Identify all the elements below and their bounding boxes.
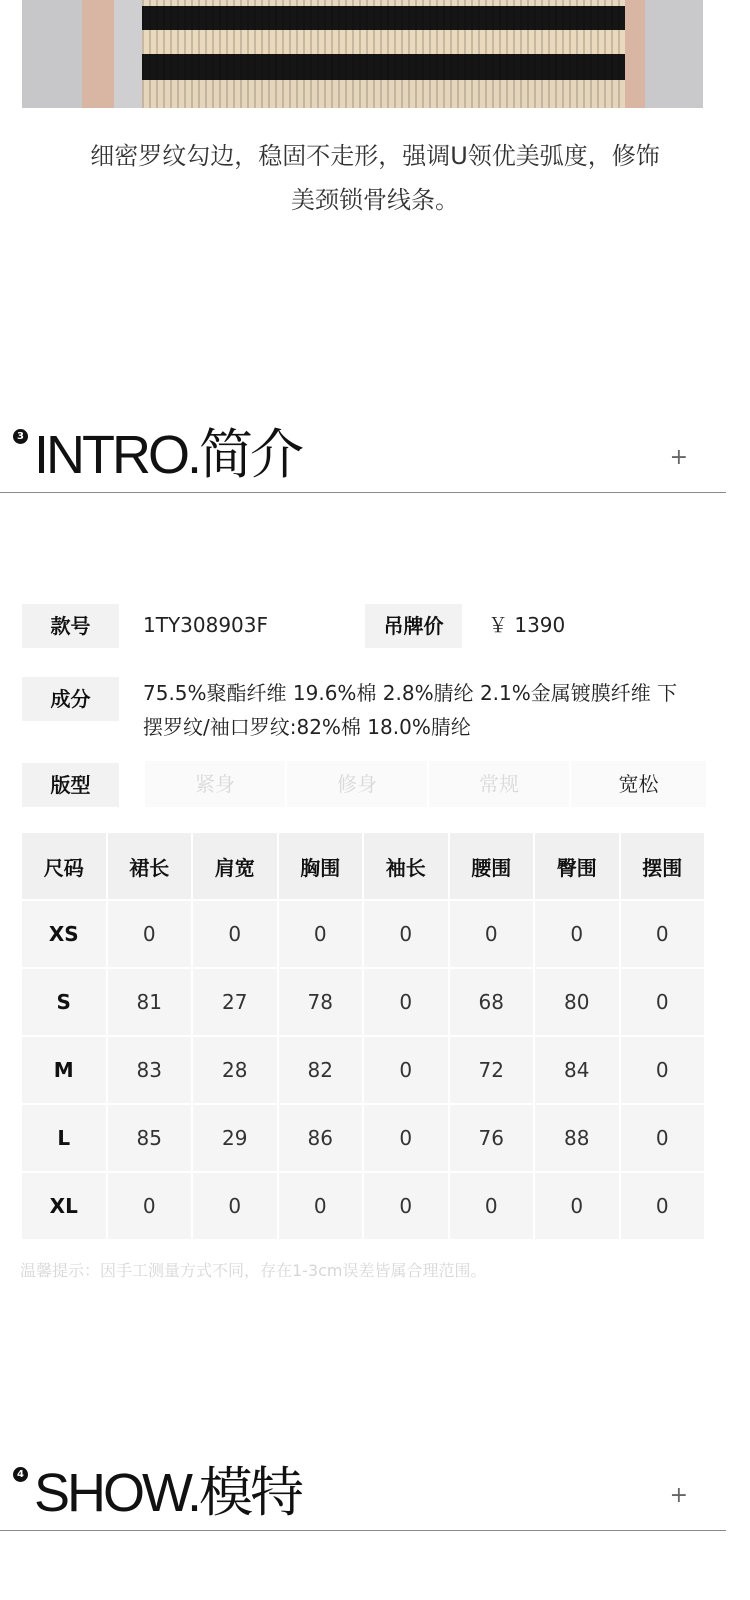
measure-cell: 85 <box>108 1105 194 1173</box>
measure-cell: 68 <box>450 969 536 1037</box>
price-label: 吊牌价 <box>365 604 462 648</box>
size-header-cell: 胸围 <box>279 833 365 901</box>
show-section-header <box>0 1461 726 1531</box>
measure-cell: 0 <box>621 1105 707 1173</box>
show-expand-button[interactable]: + <box>669 1483 688 1508</box>
style-number-value: 1TY308903F <box>143 613 269 637</box>
caption-line-2: 美颈锁骨线条。 <box>291 186 459 214</box>
measure-cell: 0 <box>364 1037 450 1105</box>
measure-cell: 88 <box>535 1105 621 1173</box>
size-cell: M <box>22 1037 108 1105</box>
measurement-tip: 温馨提示：因手工测量方式不同，存在1-3cm误差皆属合理范围。 <box>20 1261 487 1280</box>
measure-cell: 0 <box>108 901 194 969</box>
measure-cell: 0 <box>364 1173 450 1241</box>
intro-title: INTRO.简介 <box>34 425 301 485</box>
size-header-cell: 摆围 <box>621 833 707 901</box>
size-table-header-row <box>22 833 706 901</box>
size-header-cell: 腰围 <box>450 833 536 901</box>
caption-line-1: 细密罗纹勾边，稳固不走形，强调U领优美弧度，修饰 <box>90 142 660 170</box>
measure-cell: 82 <box>279 1037 365 1105</box>
measure-cell: 78 <box>279 969 365 1037</box>
measure-cell: 0 <box>621 1037 707 1105</box>
measure-cell: 84 <box>535 1037 621 1105</box>
fit-option-slim: 修身 <box>287 761 427 807</box>
measure-cell: 0 <box>108 1173 194 1241</box>
measure-cell: 0 <box>364 901 450 969</box>
measure-cell: 0 <box>450 901 536 969</box>
measure-cell: 0 <box>535 1173 621 1241</box>
measure-cell: 0 <box>279 1173 365 1241</box>
size-table <box>22 833 706 1241</box>
section-number-badge: 3 <box>13 429 28 444</box>
measure-cell: 0 <box>279 901 365 969</box>
table-row <box>22 1105 706 1173</box>
size-cell: XL <box>22 1173 108 1241</box>
size-header-cell: 尺码 <box>22 833 108 901</box>
measure-cell: 0 <box>193 901 279 969</box>
size-cell: L <box>22 1105 108 1173</box>
product-caption <box>0 134 750 222</box>
measure-cell: 83 <box>108 1037 194 1105</box>
section-number-badge: 4 <box>13 1467 28 1482</box>
intro-section-header <box>0 423 726 493</box>
measure-cell: 0 <box>621 901 707 969</box>
size-header-cell: 裙长 <box>108 833 194 901</box>
composition-line-1: 75.5%聚酯纤维 19.6%棉 2.8%腈纶 2.1%金属镀膜纤维 下 <box>143 681 678 705</box>
composition-line-2: 摆罗纹/袖口罗纹:82%棉 18.0%腈纶 <box>143 715 471 739</box>
measure-cell: 0 <box>621 1173 707 1241</box>
fit-label: 版型 <box>22 763 119 807</box>
measure-cell: 0 <box>193 1173 279 1241</box>
measure-cell: 80 <box>535 969 621 1037</box>
measure-cell: 0 <box>535 901 621 969</box>
fit-option-loose-selected: 宽松 <box>571 761 706 807</box>
measure-cell: 28 <box>193 1037 279 1105</box>
table-row <box>22 1037 706 1105</box>
measure-cell: 0 <box>364 1105 450 1173</box>
composition-label: 成分 <box>22 677 119 721</box>
size-header-cell: 肩宽 <box>193 833 279 901</box>
size-cell: S <box>22 969 108 1037</box>
model-arm-left <box>22 0 114 108</box>
product-photo <box>22 0 703 108</box>
model-arm-right <box>625 0 703 108</box>
table-row <box>22 1173 706 1241</box>
measure-cell: 0 <box>450 1173 536 1241</box>
measure-cell: 0 <box>364 969 450 1037</box>
intro-expand-button[interactable]: + <box>669 445 688 470</box>
measure-cell: 76 <box>450 1105 536 1173</box>
composition-value <box>143 676 677 744</box>
fit-option-regular: 常规 <box>429 761 569 807</box>
size-header-cell: 袖长 <box>364 833 450 901</box>
measure-cell: 27 <box>193 969 279 1037</box>
price-value: ￥ 1390 <box>488 613 566 637</box>
measure-cell: 29 <box>193 1105 279 1173</box>
fit-option-tight: 紧身 <box>145 761 285 807</box>
style-number-label: 款号 <box>22 604 119 648</box>
measure-cell: 86 <box>279 1105 365 1173</box>
measure-cell: 72 <box>450 1037 536 1105</box>
table-row <box>22 969 706 1037</box>
measure-cell: 0 <box>621 969 707 1037</box>
size-header-cell: 臀围 <box>535 833 621 901</box>
table-row <box>22 901 706 969</box>
show-title: SHOW.模特 <box>34 1463 302 1523</box>
size-cell: XS <box>22 901 108 969</box>
striped-knit-dress <box>142 0 629 108</box>
measure-cell: 81 <box>108 969 194 1037</box>
